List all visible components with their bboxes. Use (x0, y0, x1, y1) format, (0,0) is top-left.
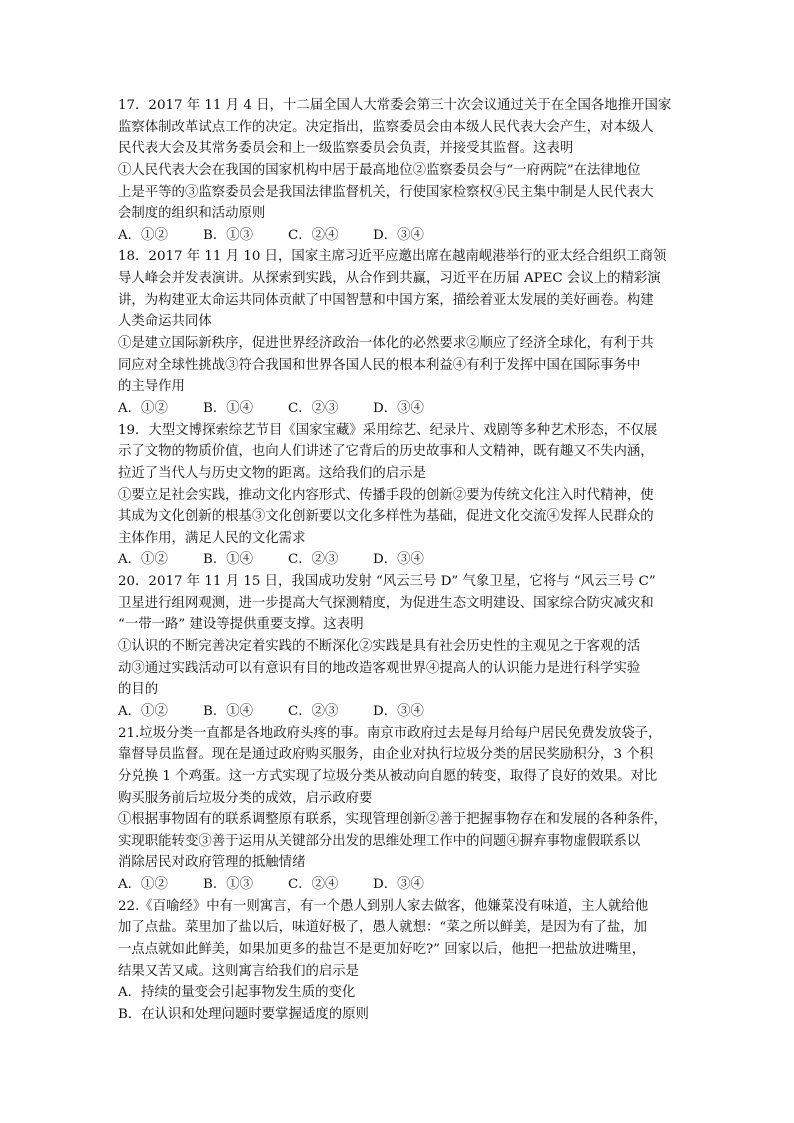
exam-page (118, 95, 678, 1026)
question-text-line: 实现职能转变③善于运用从关键部分出发的思维处理工作中的问题④摒弃事物虚假联系以 (118, 833, 641, 849)
question-21 (118, 723, 678, 896)
question-text-line: 的主导作用 (118, 379, 185, 395)
question-text-line: 分兑换 1 个鸡蛋。这一方式实现了垃圾分类从被动向自愿的转变，取得了良好的效果。对比 (118, 768, 658, 784)
option-d: D．③④ (373, 703, 424, 719)
option-c: C．②④ (288, 227, 339, 243)
option-a: A．①② (118, 227, 168, 243)
question-text-line: 18．2017 年 11 月 10 日，国家主席习近平应邀出席在越南岘港举行的亚太经合组织工商领 (118, 249, 667, 265)
option-a: A．①② (118, 703, 168, 719)
option-d: D．③④ (373, 877, 424, 893)
option-c: C．②③ (288, 703, 339, 719)
question-text-line: 19．大型文博探索综艺节目《国家宝藏》采用综艺、纪录片、戏剧等多种艺术形态，不仅展 (118, 422, 658, 438)
option-c: C．②③ (288, 400, 339, 416)
option-line: B．在认识和处理问题时要掌握适度的原则 (118, 1006, 369, 1022)
question-text-line: 靠督导员监督。现在是通过政府购买服务，由企业对执行垃圾分类的居民奖励积分，3 个积 (118, 747, 654, 763)
question-20 (118, 571, 678, 722)
question-22 (118, 896, 678, 1026)
option-a: A．①② (118, 552, 168, 568)
option-d: D．③④ (373, 552, 424, 568)
question-text-line: 人类命运共同体 (118, 314, 212, 330)
question-text-line: 一点点就如此鲜美，如果加更多的盐岂不是更加好吃?” 回家以后，他把一把盐放进嘴里， (118, 941, 646, 957)
question-text-line: ①根据事物固有的联系调整原有联系，实现管理创新②善于把握事物存在和发展的各种条件， (118, 812, 668, 828)
option-b: B．①④ (203, 703, 254, 719)
question-text-line: ①要立足社会实践，推动文化内容形式、传播手段的创新②要为传统文化注入时代精神，使 (118, 487, 654, 503)
option-c: C．②③ (288, 552, 339, 568)
question-text-line: 上是平等的③监察委员会是我国法律监督机关，行使国家检察权④民主集中制是人民代表大 (118, 184, 654, 200)
question-text-line: 民代表大会及其常务委员会和上一级监察委员会负责，并接受其监督。这表明 (118, 141, 574, 157)
question-text-line: 会制度的组织和活动原则 (118, 206, 266, 222)
question-text-line: 主体作用，满足人民的文化需求 (118, 530, 306, 546)
question-text-line: 17．2017 年 11 月 4 日，十二届全国人大常委会第三十次会议通过关于在全国各地推开国家 (118, 98, 672, 113)
option-a: A．①② (118, 877, 168, 893)
option-line: A．持续的量变会引起事物发生质的变化 (118, 985, 356, 1001)
question-text-line: 20．2017 年 11 月 15 日，我国成功发射 “风云三号 D” 气象卫星，它将与 “风云三号 C” (118, 574, 656, 590)
question-text-line: 结果又苦又咸。这则寓言给我们的启示是 (118, 963, 360, 979)
question-text-line: 示了文物的物质价值，也向人们讲述了它背后的历史故事和人文精神，既有趣又不失内涵， (118, 444, 654, 460)
question-text-line: 22.《百喻经》中有一则寓言，有一个愚人到别人家去做客，他嫌菜没有味道，主人就给他 (118, 898, 649, 914)
question-17 (118, 95, 678, 246)
question-text-line: ①人民代表大会在我国的国家机构中居于最高地位②监察委员会与“一府两院”在法律地位 (118, 162, 641, 178)
question-19 (118, 420, 678, 571)
question-text-line: 导人峰会并发表演讲。从探索到实践，从合作到共赢，习近平在历届 APEC 会议上的精彩演 (118, 271, 661, 287)
question-text-line: 拉近了当代人与历史文物的距离。这给我们的启示是 (118, 465, 426, 481)
question-text-line: 讲，为构建亚太命运共同体贡献了中国智慧和中国方案，描绘着亚太发展的美好画卷。构建 (118, 292, 654, 308)
option-d: D．③④ (373, 227, 424, 243)
answer-options (118, 874, 678, 896)
question-text-line: 同应对全球性挑战③符合我国和世界各国人民的根本利益④有利于发挥中国在国际事务中 (118, 357, 641, 373)
option-b: B．①③ (203, 227, 254, 243)
question-text-line: ①认识的不断完善决定着实践的不断深化②实践是具有社会历史性的主观见之于客观的活 (118, 639, 641, 655)
answer-options (118, 701, 678, 723)
question-text-line: 监察体制改革试点工作的决定。决定指出，监察委员会由本级人民代表大会产生，对本级人 (118, 119, 654, 135)
option-b: B．①③ (203, 877, 254, 893)
question-text-line: 21.垃圾分类一直都是各地政府头疼的事。南京市政府过去是每月给每户居民免费发放袋子， (118, 725, 662, 741)
question-text-line: 消除居民对政府管理的抵触情绪 (118, 855, 306, 871)
answer-options (118, 398, 678, 420)
question-text-line: 购买服务前后垃圾分类的成效，启示政府要 (118, 790, 373, 806)
answer-options (118, 225, 678, 247)
option-b: B．①④ (203, 400, 254, 416)
question-text-line: 动③通过实践活动可以有意识有目的地改造客观世界④提高人的认识能力是进行科学实验 (118, 660, 641, 676)
option-b: B．①④ (203, 552, 254, 568)
question-text-line: “一带一路” 建设等提供重要支撑。这表明 (118, 617, 364, 633)
option-a: A．①② (118, 400, 168, 416)
question-text-line: 加了点盐。菜里加了盐以后，味道好极了，愚人就想：“菜之所以鲜美，是因为有了盐，加 (118, 920, 648, 936)
question-text-line: 卫星进行组网观测，进一步提高大气探测精度，为促进生态文明建设、国家综合防灾减灾和 (118, 595, 654, 611)
question-18 (118, 246, 678, 419)
answer-options (118, 549, 678, 571)
question-text-line: ①是建立国际新秩序，促进世界经济政治一体化的必然要求②顺应了经济全球化，有利于共 (118, 336, 654, 352)
option-d: D．③④ (373, 400, 424, 416)
question-text-line: 的目的 (118, 682, 159, 698)
question-text-line: 其成为文化创新的根基③文化创新要以文化多样性为基础，促进文化交流④发挥人民群众的 (118, 509, 654, 525)
option-c: C．②④ (288, 877, 339, 893)
